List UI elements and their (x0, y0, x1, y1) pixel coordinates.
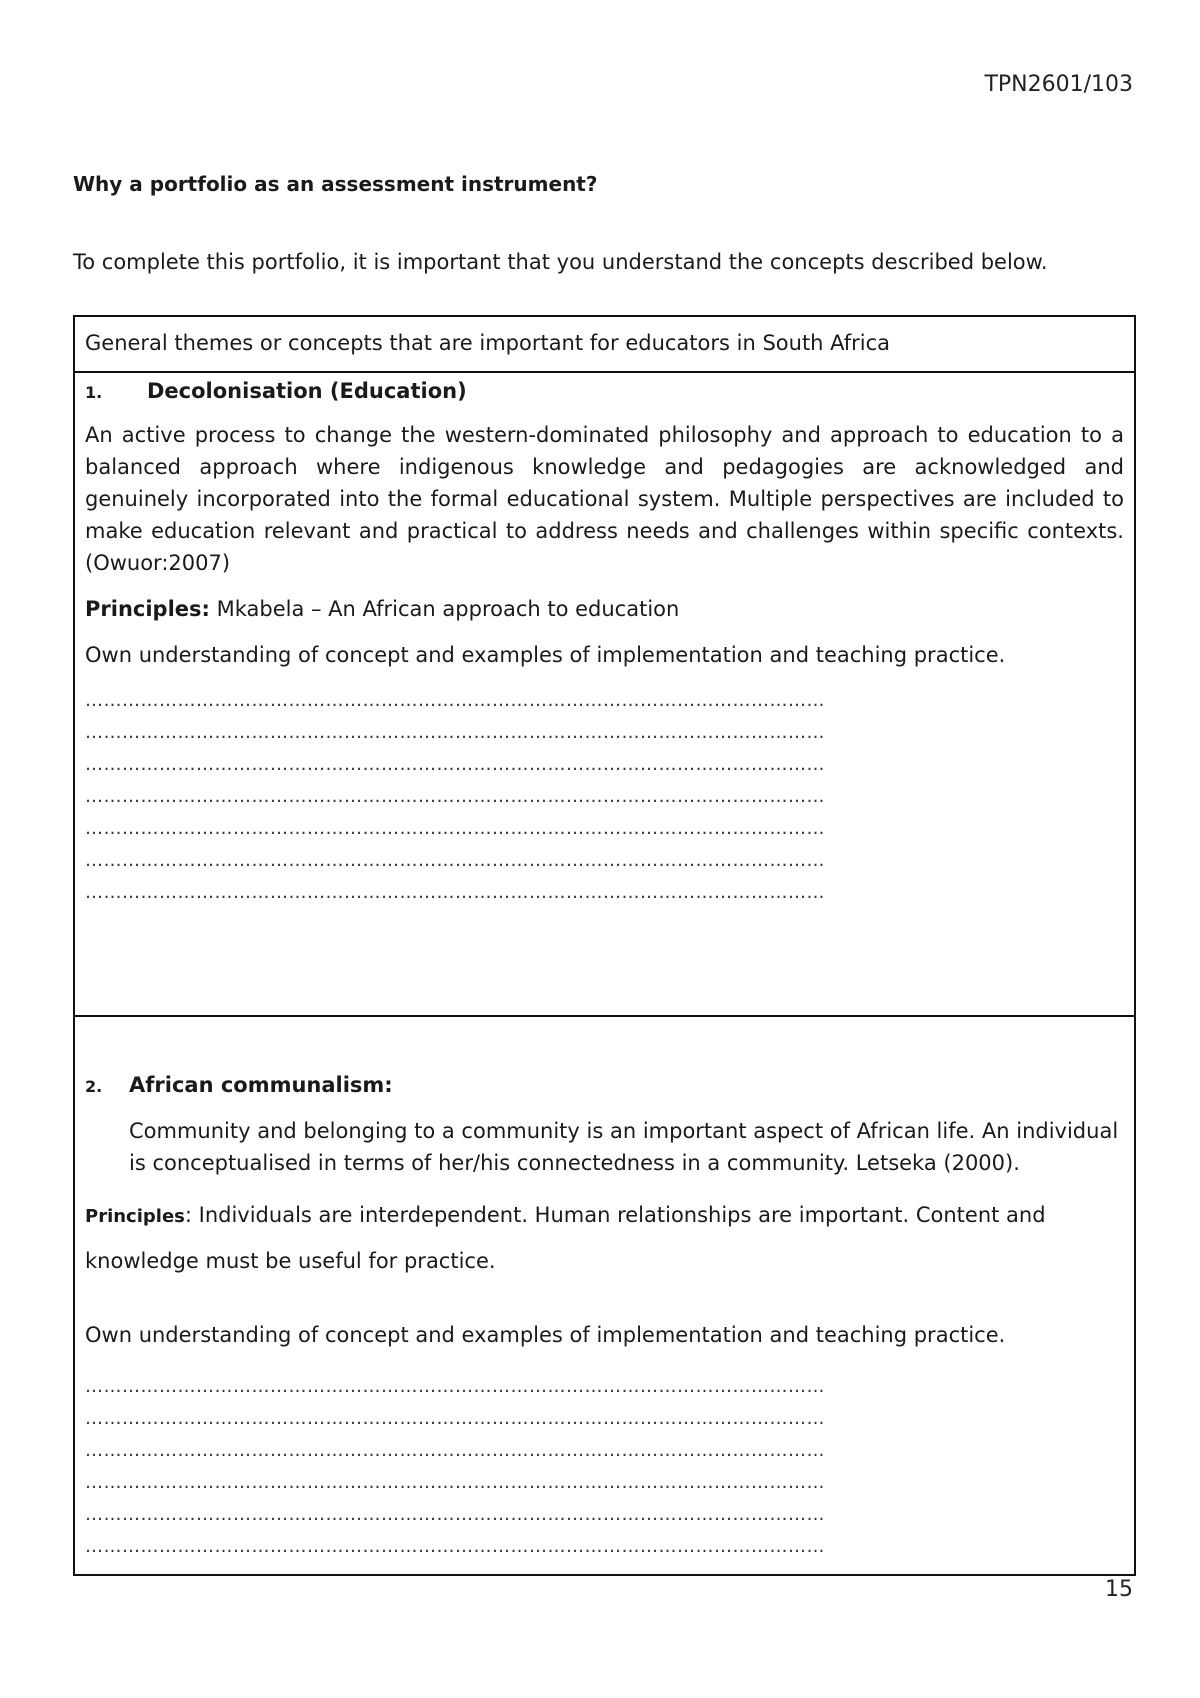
principles-text: : Individuals are interdependent. Human relationships are important. Content and knowledge must be useful for practice. (85, 1203, 1046, 1273)
principles-label: Principles (85, 1206, 185, 1227)
intro-text: To complete this portfolio, it is important that you understand the concepts described below. (73, 250, 1048, 274)
section-title (85, 1073, 1124, 1097)
section-title-text: African communalism: (129, 1073, 393, 1097)
table-header: General themes or concepts that are important for educators in South Africa (75, 317, 1134, 373)
dotted-line: ………………………………………………………………………………………………………… (85, 754, 825, 775)
dotted-line: ………………………………………………………………………………………………………… (85, 1376, 825, 1397)
answer-lines (85, 1371, 1124, 1563)
dotted-line: ………………………………………………………………………………………………………… (85, 1408, 825, 1429)
document-code: TPN2601/103 (984, 72, 1133, 97)
section-title-text: Decolonisation (Education) (147, 379, 467, 403)
dotted-line: ………………………………………………………………………………………………………… (85, 786, 825, 807)
section-number: 1. (85, 383, 103, 402)
own-understanding-prompt: Own understanding of concept and examples of implementation and teaching practice. (85, 643, 1006, 667)
definition-text: Community and belonging to a community is an important aspect of African life. An individual is conceptualised in terms of her/his connectedness in a community. Letseka (2000). (129, 1119, 1119, 1175)
dotted-line: ………………………………………………………………………………………………………… (85, 1440, 825, 1461)
own-understanding-prompt: Own understanding of concept and examples of implementation and teaching practice. (85, 1323, 1006, 1347)
principles-line (85, 597, 1124, 621)
concepts-table (73, 315, 1136, 1576)
dotted-line: ………………………………………………………………………………………………………… (85, 850, 825, 871)
dotted-line: ………………………………………………………………………………………………………… (85, 722, 825, 743)
principles-text: Mkabela – An African approach to education (209, 597, 680, 621)
dotted-line: ………………………………………………………………………………………………………… (85, 1472, 825, 1493)
dotted-line: ………………………………………………………………………………………………………… (85, 818, 825, 839)
dotted-line: ………………………………………………………………………………………………………… (85, 1504, 825, 1525)
page-heading: Why a portfolio as an assessment instrument? (73, 172, 598, 196)
principles-line (85, 1193, 1124, 1283)
principles-label: Principles: (85, 597, 210, 621)
section-title (85, 379, 1124, 403)
section-number: 2. (85, 1077, 103, 1096)
dotted-line: ………………………………………………………………………………………………………… (85, 882, 825, 903)
dotted-line: ………………………………………………………………………………………………………… (85, 690, 825, 711)
section-african-communalism (75, 1073, 1134, 1563)
definition-text: An active process to change the western-dominated philosophy and approach to education to a balanced approach where indigenous knowledge and pedagogies are acknowledged and genuinely incorporated into the formal educational system. Multiple perspectives are included to make education relevant and practical to address needs and challenges within specific contexts. (Owuor:2007) (85, 423, 1124, 575)
answer-lines (85, 685, 1124, 909)
section-decolonisation (75, 379, 1134, 1017)
dotted-line: ………………………………………………………………………………………………………… (85, 1536, 825, 1557)
page-number: 15 (1105, 1577, 1133, 1602)
